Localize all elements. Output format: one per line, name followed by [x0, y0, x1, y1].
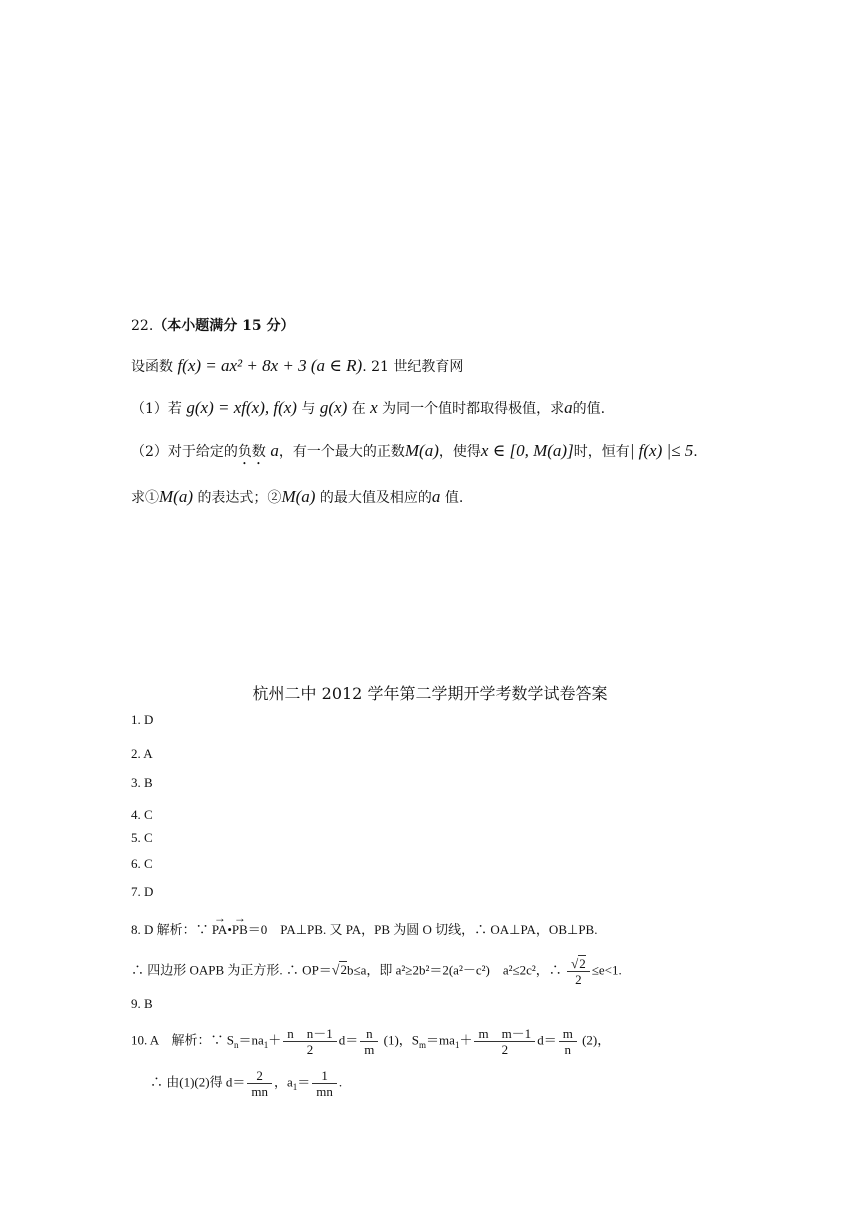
plus-sign: ＋	[459, 1032, 473, 1048]
answer-8-text: ＝0 PA⊥PB. 又 PA，PB 为圆 O 切线，∴ OA⊥PA，OB⊥PB.	[247, 922, 598, 937]
fraction-denominator: 2	[575, 972, 582, 987]
answer-6: 6. C	[131, 856, 153, 871]
vector-pa: → PA	[212, 920, 227, 940]
answer-8-text: ∴ 四边形 OAPB 为正方形. ∴ OP＝	[131, 962, 332, 978]
answer-3: 3. B	[131, 775, 153, 790]
part2-expr: M(a)	[404, 441, 439, 460]
answer-10-line-1	[131, 1026, 610, 1057]
answer-8-suffix: ≤e<1.	[591, 962, 622, 978]
fraction-denominator: m	[364, 1042, 375, 1057]
fraction-sqrt2-over-2	[567, 956, 590, 987]
fraction-numerator: m	[559, 1026, 577, 1042]
answer-10-text: (1)，S	[383, 1032, 420, 1048]
dot-operator: •	[227, 922, 232, 937]
part2-expr: | f(x) |≤ 5	[629, 441, 694, 460]
sqrt-sign: √	[331, 963, 340, 979]
problem-part-2	[131, 441, 698, 468]
part1-expr: g(x) = xf(x), f(x)	[186, 398, 297, 417]
problem-requirements	[131, 487, 463, 508]
fraction	[559, 1026, 577, 1057]
fraction-numerator: n n－1	[283, 1026, 337, 1042]
answer-8-prefix: 8. D 解析：∵	[131, 922, 209, 937]
fraction-numerator: 1	[312, 1068, 337, 1084]
answer-10-text: 10. A 解析：∵ S	[131, 1032, 234, 1048]
answer-9: 9. B	[131, 996, 153, 1011]
fraction-denominator: 2	[501, 1042, 509, 1057]
subscript: n	[233, 1040, 239, 1051]
answer-key-title: 杭州二中 2012 学年第二学期开学考数学试卷答案	[252, 684, 608, 703]
subscript: 1	[263, 1040, 269, 1051]
req-text: 的最大值及相应的	[319, 490, 432, 506]
part1-suffix: 的值.	[572, 401, 606, 417]
function-expression: f(x) = ax² + 8x + 3 (a ∈ R)	[177, 356, 363, 375]
subscript: m	[419, 1040, 427, 1051]
answer-5: 5. C	[131, 830, 153, 845]
problem-part-1	[131, 398, 605, 419]
answer-10-text: ＝ma	[426, 1032, 455, 1048]
fraction-denominator: n	[564, 1042, 572, 1057]
fraction-denominator: mn	[251, 1084, 268, 1099]
problem-heading	[131, 316, 295, 336]
sqrt-sign: √	[571, 956, 579, 971]
problem-intro	[131, 356, 463, 377]
req-expr: M(a)	[281, 487, 316, 506]
answer-4: 4. C	[131, 807, 153, 822]
part2-expr: x ∈ [0, M(a)]	[480, 441, 574, 460]
sqrt-radicand: 2	[340, 962, 347, 978]
fraction	[360, 1026, 378, 1057]
part1-text: 在	[351, 401, 366, 417]
req-expr: a	[431, 487, 441, 506]
fraction-numerator: 2	[247, 1068, 272, 1084]
answer-7: 7. D	[131, 884, 154, 899]
part1-prefix: （1）若	[131, 401, 182, 417]
answer-8-text: b≤a，即 a²≥2b²＝2(a²－c²) a²≤2c²，∴	[346, 962, 562, 978]
subscript: 1	[292, 1082, 298, 1093]
part2-suffix: .	[693, 444, 698, 460]
fraction-denominator: 2	[306, 1042, 314, 1057]
fraction-numerator: 2	[579, 956, 586, 971]
answer-10-text: ，a	[273, 1074, 293, 1090]
part1-expr: x	[370, 398, 378, 417]
answer-10-text: (2)，	[582, 1032, 611, 1048]
answer-2: 2. A	[131, 746, 153, 761]
answer-8-line-2	[131, 956, 622, 987]
part2-text: ，使得	[438, 444, 481, 460]
fraction-numerator: m m－1	[474, 1026, 535, 1042]
answer-10-text: d＝	[338, 1032, 359, 1048]
plus-sign: ＋	[268, 1032, 282, 1048]
part2-text: 时，恒有	[573, 444, 630, 460]
part2-prefix: （2）对于给定的	[131, 444, 238, 460]
answer-10-line-2: ∴ 由(1)(2)得 d＝ $\frac{2}{mn}$ ，$a_1=$ $\frac{1}{mn}$ .	[150, 1068, 343, 1099]
part1-text: 为同一个值时都取得极值，求	[382, 401, 565, 417]
part2-expr: a	[270, 441, 279, 460]
part1-text: 与	[301, 401, 316, 417]
intro-suffix: . 21 世纪教育网	[362, 359, 464, 375]
answer-1: 1. D	[131, 712, 154, 727]
part1-expr: a	[564, 398, 573, 417]
intro-text: 设函数	[131, 359, 173, 375]
problem-number: 22.	[131, 318, 154, 334]
part1-expr: g(x)	[319, 398, 348, 417]
answer-10-text: ＝na	[238, 1032, 264, 1048]
vector-pb: → PB	[232, 920, 248, 940]
fraction	[312, 1068, 337, 1099]
emphasized-word: 负数	[237, 444, 266, 460]
req-expr: M(a)	[159, 487, 193, 506]
answer-10-suffix: .	[338, 1074, 343, 1090]
fraction-denominator: mn	[316, 1084, 333, 1099]
req-suffix: 值.	[444, 490, 464, 506]
fraction	[283, 1026, 337, 1057]
problem-score: （本小题满分 15 分）	[153, 318, 295, 334]
req-prefix: 求①	[131, 490, 159, 506]
answer-8-line-1	[131, 920, 597, 940]
part2-text: ，有一个最大的正数	[278, 444, 405, 460]
req-text: 的表达式；②	[197, 490, 282, 506]
answer-10-text: ∴ 由(1)(2)得 d＝	[150, 1074, 246, 1090]
fraction-numerator: n	[360, 1026, 378, 1042]
subscript: 1	[454, 1040, 460, 1051]
answer-10-text: d＝	[537, 1032, 557, 1048]
fraction	[247, 1068, 272, 1099]
fraction	[474, 1026, 535, 1057]
